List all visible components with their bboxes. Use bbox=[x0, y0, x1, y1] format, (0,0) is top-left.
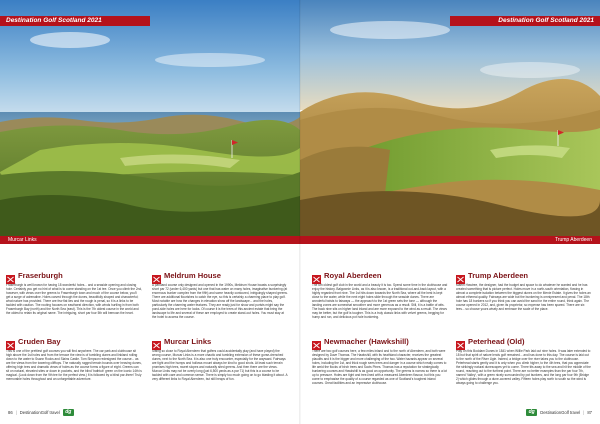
right-page bbox=[300, 0, 600, 424]
article-header bbox=[6, 336, 142, 346]
photo-caption: Murcar Links bbox=[0, 236, 300, 244]
article-body: The 6th oldest golf club in the world and a beauty it is too. Spend some time in the clubhouse and enjoy the history. Balgownie Links, as it is also known, is a traditional out-and-back layout, with a highly regarded front nine. The 1st hits down towards the North Sea, where all the best is kept close to the water, while the next eight holes slide through the seaside dunes. There are wonderful twists to fairways — the approach to the 1st green sets the tone — although the landing zones are somewhat smoother and more generous as a result. Still, it is a battle of wits. The back nine sits on higher land inland and are more exposed to the wind as a result. The views may be better, but the golf is tougher. This is a truly classic links with velvet greens, begging for hump and run, and delicious pot hole bunkering. bbox=[312, 283, 448, 320]
page-footer bbox=[8, 407, 74, 417]
article-trump-aberdeen bbox=[456, 270, 592, 311]
article-title: Peterhead (Old) bbox=[468, 336, 525, 346]
article-body: Fraserburgh is well known for having 18 wonderful holes... and a seaside opening and closing hole. Certainly you get no hint of what is to come standing on the 1st tee. Once you climb the 2nd, however, with views over the greens to Fraserburgh town and much of the course below, you'll get a surge of adrenaline. Holes carved through the dunes, beautifully shaped and characterful; what nature has provided. There are few flat lies and the rough is penal, so it is a links to be tackled with caution. The routing focuses on east/west direction, with winds hurtling in from both Fraserburgh Bay (north) and the North Sea (east). This is the 7th oldest course in the world and the oldest to retain its original name. The intriguing, short par four 5th will bemoan the heart. bbox=[6, 283, 142, 316]
dg-logo-icon: dg bbox=[526, 409, 537, 416]
murcar-links-photo bbox=[0, 0, 300, 236]
article-body: Sitting so close to Royal Aberdeen that golfers could accidentally play (and have played) the wrong course, Murcar Links is a more chaotic and tumbling extension of these gorse-drenched dunes, next to the North Sea. It is also one truly encounter, especially for the wayward. Fairways are tight and the humps and hollows mount always be kind to good shots. At least such terrain promises high tees, sweet slopes and naturally sited greens. And then there are the views. Murcar Links may not be overly long (just 6,500 yards as a par 71) but this is a course to be tackled with care and common sense. There is simply too much going on to go blasting it about. A very different links to Royal Aberdeen, but still heaps of fun. bbox=[152, 349, 288, 382]
dg-logo-icon: dg bbox=[63, 409, 74, 416]
scotland-flag-icon bbox=[152, 271, 161, 280]
article-royal-aberdeen bbox=[312, 270, 448, 319]
article-header bbox=[152, 270, 288, 280]
scotland-flag-icon bbox=[312, 271, 321, 280]
article-body: Play on this Boddam Dunes in 1841 when Willie Park laid out nine holes. It was later extended to 18 but that spirit of nature lends golf remained... and has done to this day. The course is laid out to the north of the River Ugie. Indeed, a bridge over the river takes you to the clubhouse. Peterhead starts gently and it is only when you climb higher, to the 4th tees, that you appreciate the strikingly natural dunescapes yet to come. Three tits away to the sea and hit the middle of the round, reaching out to the furthest point. There are no better examples than the par four 7th, named 'Valley', with a green nicely surrounded by pot bunkers, and the long par four 9th (Bridge 2) which glides through a dune-covered valley. Fifteen holes play north to south so the wind is always going to challenge you. bbox=[456, 349, 591, 386]
page-header: Destination Golf Scotland 2021 bbox=[450, 16, 600, 26]
article-peterhead-old bbox=[456, 336, 592, 385]
article-fraserburgh bbox=[6, 270, 142, 315]
article-title: Newmacher (Hawkshill) bbox=[324, 336, 409, 346]
article-header bbox=[312, 336, 448, 346]
article-title: Cruden Bay bbox=[18, 336, 61, 346]
page-footer bbox=[526, 407, 592, 417]
scotland-flag-icon bbox=[6, 271, 15, 280]
article-header bbox=[456, 270, 592, 280]
landscape-photo-left bbox=[0, 0, 300, 236]
footer-divider: | bbox=[15, 409, 17, 415]
article-body: A parkland course only designed and opened in the 1990s, Meldrum House boasts a surprisingly short par 72 (under 6,400 yards) but one that has water on many holes, imaginative bunkering (at enormous bunker complex from the fifth) and some heavily contoured, intriguingly shaped greens. There are additional flourishes to catch the eye, so this is certainly a charming place to play golf. Most notable are how the changes in elevation show off the landscape... and the holes, particularly the charming water features. They are ready just for show and purists might say the pond-side holes are here for looks. Of course it is the trees of this ancient estate that bring the landscape to life and several of these are employed to create stand-out holes. You must stay at the hotel to access the course. bbox=[152, 283, 288, 320]
scotland-flag-icon bbox=[456, 337, 465, 346]
article-body: There are two golf courses here, a few miles inland and to the north of Aberdeen, and both were designed by Dave Thomas. The Hawkshill, with its heathland character, receives the greatest plaudits and it is the bigger and more challenging of the two. Water hazards appear on several holes, including the 1st, and thick rough sees trees and danger in a course which really comes to life amid the flocks of birch trees and Scots Pines. Thomas has a reputation for strategically bunkering courses and Hawkshill is as good an opportunity. The greens is narrow so there is a lot up to pressure. Holes are tight and tree-lined with a measured Aberdeen flavour, but this you come to emphasise the quality of a course regarded as one of Scotland's toughest inland courses. Great facilities and an impressive clubhouse. bbox=[312, 349, 448, 386]
scotland-flag-icon bbox=[6, 337, 15, 346]
scotland-flag-icon bbox=[312, 337, 321, 346]
article-header bbox=[456, 336, 592, 346]
page-gutter bbox=[299, 0, 301, 424]
article-newmacher bbox=[312, 336, 448, 385]
footer-brand: DestinationGolf travel bbox=[19, 409, 60, 415]
article-body: Martin Hawtree, the designer, had the budget and space to do whatever he wanted and he has created something that is picture perfect. Holes move in a north-south orientation, flowing in almost a complete isolation between the biggest dunes on the Menie Estate. It gives the holes an almost ethereal quality. Fairways are wide but the bunkering is omnipresent and penal. The 18th hole has 18 bunkers so if you think you can avoid the sand for the entire round, think again. The course opened in 2012, and, given its proprietor, so expense has been spared. There are six tees... so choose yours wisely and embrace the scale of the place. bbox=[456, 283, 591, 312]
article-meldrum-house bbox=[152, 270, 288, 319]
landscape-photo-right bbox=[300, 0, 600, 236]
article-header bbox=[312, 270, 448, 280]
page-header: Destination Golf Scotland 2021 bbox=[0, 16, 150, 26]
article-title: Trump Aberdeen bbox=[468, 270, 529, 280]
article-title: Meldrum House bbox=[164, 270, 221, 280]
page-number: 87 bbox=[587, 409, 592, 415]
page-number: 86 bbox=[8, 409, 13, 415]
scotland-flag-icon bbox=[152, 337, 161, 346]
article-title: Fraserburgh bbox=[18, 270, 63, 280]
article-murcar-links bbox=[152, 336, 288, 381]
footer-divider: | bbox=[583, 409, 585, 415]
scotland-flag-icon bbox=[456, 271, 465, 280]
article-header bbox=[152, 336, 288, 346]
article-title: Royal Aberdeen bbox=[324, 270, 382, 280]
article-header bbox=[6, 270, 142, 280]
photo-caption: Trump Aberdeen bbox=[300, 236, 600, 244]
trump-aberdeen-photo bbox=[300, 0, 600, 236]
article-body: This is one of the prettiest golf courses you will find anywhere. The car park and clubhouse sit high above the 1st holes and from the terrace the view is of tumbling dunes and linkland rolling down to the water to Ssann Rocks and Slains Castle. Tom Simpson redesigned the course... as are the views from the towering clifftops. The naturally rugged terrain bounds over heaving dunes, offering high tees and dramatic views of holes as the course forms a figure of eight. Greens can sit on natural, elevated sites or down in pockets, and the blind 'bathtub' green on the iconic 14th is magical. (Look down from the 9th tee for the perfect view.) It is followed by a blind par-three! Truly memorable holes throughout and an unforgettable adventure. bbox=[6, 349, 142, 382]
article-title: Murcar Links bbox=[164, 336, 212, 346]
article-cruden-bay bbox=[6, 336, 142, 381]
footer-brand: DestinationGolf travel bbox=[540, 409, 581, 415]
